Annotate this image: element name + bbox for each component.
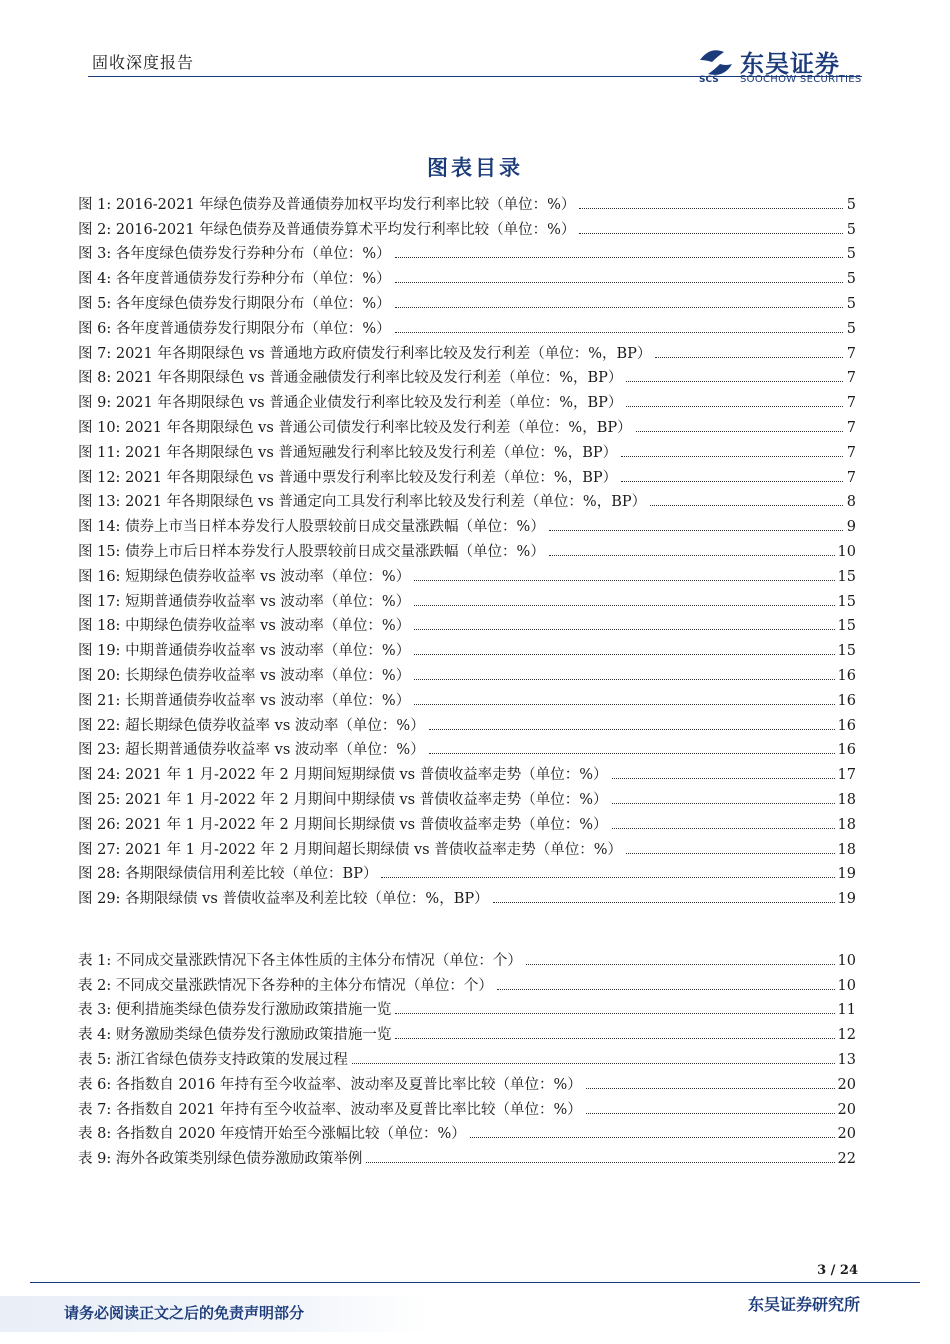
figure-toc-entry-title: 长期绿色债券收益率 vs 波动率（单位：%） xyxy=(125,667,411,684)
figure-toc-entry-label xyxy=(78,294,391,314)
figure-toc-entry[interactable] xyxy=(78,388,856,413)
figure-toc-entry-number: 图 8: xyxy=(78,370,112,387)
figure-toc-entry-label xyxy=(78,691,410,711)
table-toc-entry-number: 表 8: xyxy=(78,1126,112,1143)
table-toc-entry[interactable] xyxy=(78,1095,856,1120)
dot-leader xyxy=(414,605,834,606)
figure-toc-entry-title: 2021 年各期限绿色 vs 普通企业债发行利率比较及发行利差（单位：%，BP） xyxy=(115,395,623,412)
figure-toc-entry[interactable] xyxy=(78,512,856,537)
figure-toc-entry-number: 图 28: xyxy=(78,866,121,883)
figure-toc-entry-number: 图 25: xyxy=(78,791,121,808)
figure-toc-entry-number: 图 16: xyxy=(78,568,121,585)
dot-leader xyxy=(526,964,835,965)
figure-toc-entry-number: 图 11: xyxy=(78,444,121,461)
figure-toc-entry[interactable] xyxy=(78,537,856,562)
dot-leader xyxy=(366,1162,834,1163)
table-toc-entry-title: 便利措施类绿色债券发行激励政策措施一览 xyxy=(115,1002,392,1019)
figure-toc-entry-number: 图 1: xyxy=(78,196,112,213)
figure-toc-entry[interactable] xyxy=(78,314,856,339)
figure-toc-entry-number: 图 14: xyxy=(78,519,121,536)
figure-toc-entry-label xyxy=(78,840,622,860)
dot-leader xyxy=(395,307,843,308)
figure-toc-entry-title: 2021 年 1 月-2022 年 2 月期间超长期绿债 vs 普债收益率走势（单位：%） xyxy=(125,841,622,858)
table-toc-entry-page: 10 xyxy=(837,977,856,994)
dot-leader xyxy=(586,1113,835,1114)
figure-toc-entry-page: 7 xyxy=(846,469,856,486)
figure-toc-entry[interactable] xyxy=(78,215,856,240)
figure-toc-entry[interactable] xyxy=(78,264,856,289)
figure-toc-entry[interactable] xyxy=(78,661,856,686)
figure-toc-entry-page: 18 xyxy=(837,816,856,833)
dot-leader xyxy=(497,989,835,990)
footer-divider xyxy=(30,1282,920,1283)
figure-toc-entry-label xyxy=(78,864,377,884)
dot-leader xyxy=(414,580,834,581)
table-toc-entry-number: 表 5: xyxy=(78,1051,112,1068)
table-toc-entry-label xyxy=(78,1000,391,1020)
dot-leader xyxy=(612,828,835,829)
figure-toc-entry-title: 短期绿色债券收益率 vs 波动率（单位：%） xyxy=(125,568,411,585)
header-divider xyxy=(88,76,862,77)
dot-leader xyxy=(621,456,843,457)
figure-toc-entry-label xyxy=(78,666,410,686)
figure-toc-entry-label xyxy=(78,344,651,364)
figure-toc-entry-page: 7 xyxy=(846,370,856,387)
table-toc-entry-page: 22 xyxy=(837,1151,856,1168)
figure-toc-entry-number: 图 19: xyxy=(78,643,121,660)
figure-toc-entry[interactable] xyxy=(78,289,856,314)
dot-leader xyxy=(352,1063,835,1064)
figure-toc-entry-label xyxy=(78,716,425,736)
dot-leader xyxy=(395,257,843,258)
table-toc-entry[interactable] xyxy=(78,1045,856,1070)
table-toc-entry[interactable] xyxy=(78,996,856,1021)
table-toc-entry-label xyxy=(78,1050,348,1070)
figure-toc-entry[interactable] xyxy=(78,636,856,661)
figure-toc-entry-title: 债券上市后日样本券发行人股票较前日成交量涨跌幅（单位：%） xyxy=(125,543,545,560)
figure-toc-entry-page: 18 xyxy=(837,841,856,858)
figure-toc-entry-page: 16 xyxy=(837,667,856,684)
dot-leader xyxy=(429,729,835,730)
table-toc-entry-label xyxy=(78,951,522,971)
figure-toc-entry-page: 7 xyxy=(846,345,856,362)
logo-english-name: SOOCHOW SECURITIES xyxy=(740,74,862,85)
figure-toc-entry-page: 5 xyxy=(846,196,856,213)
figure-toc-entry-label xyxy=(78,567,410,587)
dot-leader xyxy=(549,530,843,531)
table-toc-entry-page: 13 xyxy=(837,1051,856,1068)
dot-leader xyxy=(655,357,843,358)
figure-toc-entry-title: 2021 年各期限绿色 vs 普通地方政府债发行利率比较及发行利差（单位：%，BP） xyxy=(115,345,652,362)
figure-toc-entry[interactable] xyxy=(78,240,856,265)
table-toc-entry-number: 表 4: xyxy=(78,1027,112,1044)
figure-toc-entry[interactable] xyxy=(78,835,856,860)
dot-leader xyxy=(586,1088,835,1089)
figure-toc-entry-label xyxy=(78,616,410,636)
dot-leader xyxy=(612,803,835,804)
figure-toc-entry-number: 图 10: xyxy=(78,419,121,436)
figure-toc-entry-label xyxy=(78,368,622,388)
figure-toc-entry-label xyxy=(78,740,425,760)
figure-toc-entry-number: 图 5: xyxy=(78,295,112,312)
figure-toc-entry-page: 16 xyxy=(837,692,856,709)
figure-list xyxy=(78,190,856,909)
dot-leader xyxy=(650,505,843,506)
figure-toc-entry-title: 2021 年 1 月-2022 年 2 月期间中期绿债 vs 普债收益率走势（单位：%） xyxy=(125,791,608,808)
table-toc-entry-page: 12 xyxy=(837,1027,856,1044)
figure-toc-entry-page: 10 xyxy=(837,543,856,560)
figure-toc-entry-title: 各期限绿债 vs 普债收益率及利差比较（单位：%，BP） xyxy=(125,891,489,908)
dot-leader xyxy=(414,654,834,655)
figure-toc-entry-page: 7 xyxy=(846,395,856,412)
figure-toc-entry-label xyxy=(78,492,646,512)
figure-toc-entry-title: 2016-2021 年绿色债券及普通债券算术平均发行利率比较（单位：%） xyxy=(115,221,576,238)
figure-toc-entry-number: 图 26: xyxy=(78,816,121,833)
figure-toc-entry-number: 图 18: xyxy=(78,618,121,635)
table-toc-entry-number: 表 3: xyxy=(78,1002,112,1019)
figure-toc-entry[interactable] xyxy=(78,810,856,835)
dot-leader xyxy=(621,481,843,482)
figure-toc-entry-title: 各年度绿色债券发行券种分布（单位：%） xyxy=(115,246,391,263)
figure-toc-entry-title: 2021 年各期限绿色 vs 普通定向工具发行利率比较及发行利差（单位：%，BP） xyxy=(125,494,647,511)
dot-leader xyxy=(414,704,834,705)
dot-leader xyxy=(470,1137,835,1138)
dot-leader xyxy=(395,282,843,283)
figure-toc-entry-label xyxy=(78,220,575,240)
figure-toc-entry[interactable] xyxy=(78,463,856,488)
logo-abbr-text: SCS xyxy=(699,75,719,84)
dot-leader xyxy=(626,853,835,854)
figure-toc-entry-title: 2021 年各期限绿色 vs 普通中票发行利率比较及发行利差（单位：%，BP） xyxy=(125,469,618,486)
figure-toc-entry-label xyxy=(78,592,410,612)
figure-toc-entry-page: 16 xyxy=(837,717,856,734)
table-toc-entry-title: 不同成交量涨跌情况下各主体性质的主体分布情况（单位：个） xyxy=(115,952,522,969)
table-toc-entry-page: 10 xyxy=(837,952,856,969)
figure-toc-entry-label xyxy=(78,319,391,339)
table-toc-entry-label xyxy=(78,1075,582,1095)
table-toc-entry-label xyxy=(78,976,493,996)
figure-toc-entry-label xyxy=(78,269,391,289)
dot-leader xyxy=(612,778,835,779)
figure-toc-entry[interactable] xyxy=(78,413,856,438)
table-toc-entry-number: 表 6: xyxy=(78,1076,112,1093)
figure-toc-entry[interactable] xyxy=(78,190,856,215)
dot-leader xyxy=(579,233,843,234)
figure-toc-entry-page: 5 xyxy=(846,295,856,312)
figure-toc-entry-number: 图 4: xyxy=(78,271,112,288)
figure-toc-entry-page: 15 xyxy=(837,618,856,635)
figure-toc-entry-title: 各期限绿债信用利差比较（单位：BP） xyxy=(125,866,378,883)
figure-toc-entry-number: 图 21: xyxy=(78,692,121,709)
disclaimer-text: 请务必阅读正文之后的免责声明部分 xyxy=(64,1304,305,1322)
figure-toc-entry-page: 8 xyxy=(846,494,856,511)
figure-toc-entry-page: 15 xyxy=(837,568,856,585)
figure-toc-entry-number: 图 27: xyxy=(78,841,121,858)
figure-toc-entry-title: 2021 年各期限绿色 vs 普通公司债发行利率比较及发行利差（单位：%，BP） xyxy=(125,419,632,436)
table-toc-entry-title: 海外各政策类别绿色债券激励政策举例 xyxy=(115,1151,363,1168)
figure-toc-entry-number: 图 17: xyxy=(78,593,121,610)
dot-leader xyxy=(414,629,834,630)
figure-toc-entry[interactable] xyxy=(78,711,856,736)
figure-toc-entry-page: 7 xyxy=(846,419,856,436)
logo-chinese-name: 东吴证券 xyxy=(740,50,840,78)
table-toc-entry-label xyxy=(78,1149,362,1169)
table-toc-entry-title: 各指数自 2021 年持有至今收益率、波动率及夏普比率比较（单位：%） xyxy=(115,1101,582,1118)
figure-toc-entry-label xyxy=(78,418,632,438)
table-toc-entry-number: 表 7: xyxy=(78,1101,112,1118)
table-toc-entry-label xyxy=(78,1025,391,1045)
dot-leader xyxy=(395,332,843,333)
institute-name: 东吴证券研究所 xyxy=(747,1295,860,1314)
table-list xyxy=(78,946,856,1169)
table-toc-entry[interactable] xyxy=(78,1020,856,1045)
figure-toc-entry-title: 短期普通债券收益率 vs 波动率（单位：%） xyxy=(125,593,411,610)
figure-toc-entry-page: 5 xyxy=(846,271,856,288)
table-toc-entry-title: 浙江省绿色债券支持政策的发展过程 xyxy=(115,1051,348,1068)
figure-toc-entry[interactable] xyxy=(78,884,856,909)
figure-toc-entry-number: 图 6: xyxy=(78,320,112,337)
table-toc-entry-label xyxy=(78,1100,582,1120)
figure-toc-entry[interactable] xyxy=(78,686,856,711)
figure-toc-entry-number: 图 13: xyxy=(78,494,121,511)
figure-toc-entry-label xyxy=(78,790,608,810)
figure-toc-entry-title: 各年度普通债券发行券种分布（单位：%） xyxy=(115,271,391,288)
figure-toc-entry[interactable] xyxy=(78,339,856,364)
figure-toc-entry-page: 19 xyxy=(837,891,856,908)
figure-toc-entry-page: 5 xyxy=(846,221,856,238)
figure-toc-entry-page: 9 xyxy=(846,519,856,536)
figure-toc-entry-title: 2021 年各期限绿色 vs 普通金融债发行利率比较及发行利差（单位：%，BP） xyxy=(115,370,623,387)
figure-toc-entry-title: 2021 年 1 月-2022 年 2 月期间短期绿债 vs 普债收益率走势（单位：%） xyxy=(125,767,608,784)
figure-toc-entry-number: 图 22: xyxy=(78,717,121,734)
table-toc-entry-page: 20 xyxy=(837,1076,856,1093)
dot-leader xyxy=(636,431,843,432)
table-toc-entry-label xyxy=(78,1124,466,1144)
dot-leader xyxy=(626,406,843,407)
figure-toc-entry-page: 15 xyxy=(837,593,856,610)
dot-leader xyxy=(626,381,843,382)
dot-leader xyxy=(429,753,835,754)
figure-toc-entry-page: 17 xyxy=(837,767,856,784)
figure-toc-entry-number: 图 20: xyxy=(78,667,121,684)
figure-toc-entry-number: 图 7: xyxy=(78,345,112,362)
figure-toc-entry-number: 图 29: xyxy=(78,891,121,908)
figure-toc-entry[interactable] xyxy=(78,760,856,785)
figure-toc-entry-title: 2021 年各期限绿色 vs 普通短融发行利率比较及发行利差（单位：%，BP） xyxy=(125,444,618,461)
figure-toc-entry-title: 2021 年 1 月-2022 年 2 月期间长期绿债 vs 普债收益率走势（单位：%） xyxy=(125,816,608,833)
figure-toc-entry[interactable] xyxy=(78,587,856,612)
dot-leader xyxy=(414,679,834,680)
figure-toc-entry-number: 图 2: xyxy=(78,221,112,238)
table-toc-entry[interactable] xyxy=(78,1120,856,1145)
figure-toc-entry-label xyxy=(78,468,617,488)
table-toc-entry[interactable] xyxy=(78,946,856,971)
table-toc-entry[interactable] xyxy=(78,1070,856,1095)
table-toc-entry-page: 20 xyxy=(837,1101,856,1118)
table-toc-entry-number: 表 9: xyxy=(78,1151,112,1168)
toc-title: 图表目录 xyxy=(427,156,523,180)
figure-toc-entry[interactable] xyxy=(78,488,856,513)
dot-leader xyxy=(579,208,843,209)
figure-toc-entry-label xyxy=(78,815,608,835)
figure-toc-entry-label xyxy=(78,542,545,562)
table-toc-entry-title: 各指数自 2016 年持有至今收益率、波动率及夏普比率比较（单位：%） xyxy=(115,1076,582,1093)
table-toc-entry[interactable] xyxy=(78,971,856,996)
dot-leader xyxy=(395,1038,834,1039)
figure-toc-entry-page: 19 xyxy=(837,866,856,883)
figure-toc-entry[interactable] xyxy=(78,736,856,761)
figure-toc-entry-label xyxy=(78,517,545,537)
table-toc-entry[interactable] xyxy=(78,1144,856,1169)
table-toc-entry-page: 20 xyxy=(837,1126,856,1143)
figure-toc-entry-number: 图 24: xyxy=(78,767,121,784)
figure-toc-entry-number: 图 3: xyxy=(78,246,112,263)
figure-toc-entry[interactable] xyxy=(78,438,856,463)
figure-toc-entry-label xyxy=(78,641,410,661)
figure-toc-entry[interactable] xyxy=(78,860,856,885)
figure-toc-entry-number: 图 12: xyxy=(78,469,121,486)
figure-toc-entry[interactable] xyxy=(78,785,856,810)
figure-toc-entry[interactable] xyxy=(78,562,856,587)
figure-toc-entry-number: 图 15: xyxy=(78,543,121,560)
figure-toc-entry-number: 图 9: xyxy=(78,395,112,412)
figure-toc-entry-title: 2016-2021 年绿色债券及普通债券加权平均发行利率比较（单位：%） xyxy=(115,196,576,213)
figure-toc-entry-page: 16 xyxy=(837,742,856,759)
figure-toc-entry[interactable] xyxy=(78,612,856,637)
figure-toc-entry-label xyxy=(78,889,489,909)
soochow-logo xyxy=(696,44,886,86)
figure-toc-entry-title: 各年度绿色债券发行期限分布（单位：%） xyxy=(115,295,391,312)
figure-toc-entry-label xyxy=(78,765,608,785)
figure-toc-entry-number: 图 23: xyxy=(78,742,121,759)
table-toc-entry-title: 不同成交量涨跌情况下各券种的主体分布情况（单位：个） xyxy=(115,977,493,994)
figure-toc-entry-title: 各年度普通债券发行期限分布（单位：%） xyxy=(115,320,391,337)
figure-toc-entry-page: 5 xyxy=(846,320,856,337)
table-toc-entry-title: 各指数自 2020 年疫情开始至今涨幅比较（单位：%） xyxy=(115,1126,466,1143)
figure-toc-entry-label xyxy=(78,195,575,215)
figure-toc-entry-page: 15 xyxy=(837,643,856,660)
figure-toc-entry-label xyxy=(78,393,622,413)
figure-toc-entry-page: 18 xyxy=(837,791,856,808)
figure-toc-entry-title: 长期普通债券收益率 vs 波动率（单位：%） xyxy=(125,692,411,709)
figure-toc-entry-page: 7 xyxy=(846,444,856,461)
dot-leader xyxy=(549,555,835,556)
figure-toc-entry-page: 5 xyxy=(846,246,856,263)
dot-leader xyxy=(381,877,834,878)
figure-toc-entry-label xyxy=(78,443,617,463)
figure-toc-entry-title: 超长期普通债券收益率 vs 波动率（单位：%） xyxy=(125,742,425,759)
figure-toc-entry-label xyxy=(78,244,391,264)
table-toc-entry-page: 11 xyxy=(837,1002,856,1019)
figure-toc-entry[interactable] xyxy=(78,364,856,389)
table-toc-entry-number: 表 1: xyxy=(78,952,112,969)
figure-toc-entry-title: 中期普通债券收益率 vs 波动率（单位：%） xyxy=(125,643,411,660)
page-number: 3 / 24 xyxy=(817,1263,858,1278)
figure-toc-entry-title: 债券上市当日样本券发行人股票较前日成交量涨跌幅（单位：%） xyxy=(125,519,545,536)
table-toc-entry-number: 表 2: xyxy=(78,977,112,994)
logo-icon xyxy=(696,44,736,84)
figure-toc-entry-title: 超长期绿色债券收益率 vs 波动率（单位：%） xyxy=(125,717,425,734)
dot-leader xyxy=(493,902,835,903)
dot-leader xyxy=(395,1013,834,1014)
table-toc-entry-title: 财务激励类绿色债券发行激励政策措施一览 xyxy=(115,1027,392,1044)
report-type-label: 固收深度报告 xyxy=(92,53,195,72)
figure-toc-entry-title: 中期绿色债券收益率 vs 波动率（单位：%） xyxy=(125,618,411,635)
